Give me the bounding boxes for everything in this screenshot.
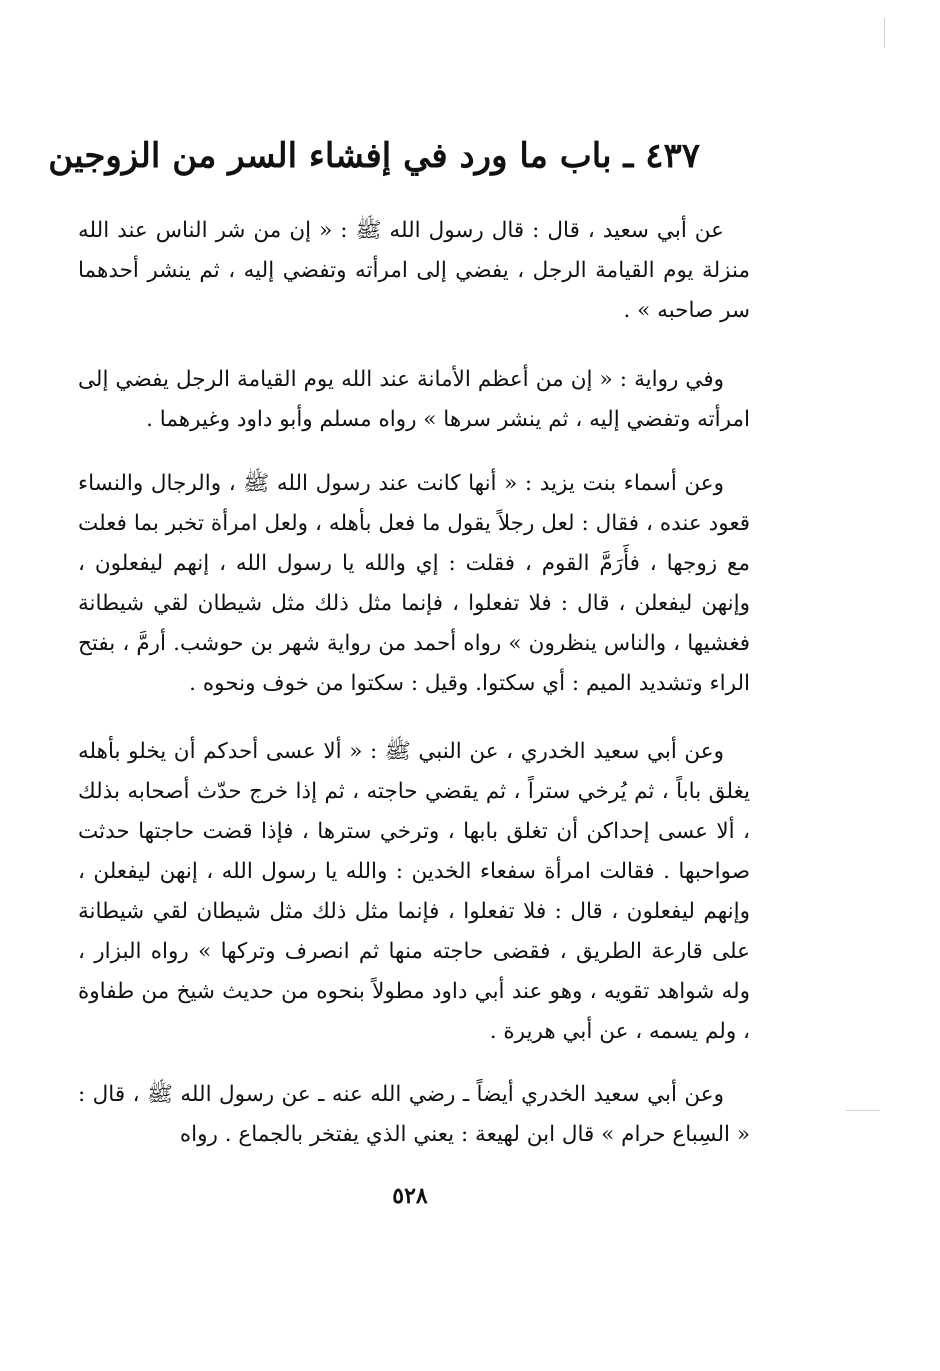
paragraph-text: وفي رواية : « إن من أعظم الأمانة عند الله يوم القيامة الرجل يفضي إلى امرأته وتفضي إليه ، ثم ينشر سرها » رواه مسلم وأبو داود وغيرهما . — [78, 367, 750, 432]
paragraph — [78, 464, 750, 704]
paragraph — [78, 360, 750, 440]
paragraph — [78, 1075, 750, 1155]
scan-margin-mark — [846, 1110, 880, 1111]
page-number: ٥٢٨ — [392, 1183, 428, 1209]
paragraph-text: وعن أبي سعيد الخدري أيضاً ـ رضي الله عنه ـ عن رسول الله ﷺ ، قال : « السِباع حرام » قال ابن لهيعة : يعني الذي يفتخر بالجماع . رواه — [78, 1082, 750, 1147]
paragraph-text: وعن أبي سعيد الخدري ، عن النبي ﷺ : « ألا عسى أحدكم أن يخلو بأهله يغلق باباً ، ثم يُرخي ستراً ، ثم يقضي حاجته ، ثم إذا خرج حدّث أصحابه بذلك ، ألا عسى إحداكن أن تغلق بابها ، وترخي سترها ، فإذا قضت حاجتها حدثت صواحبها . فقالت امرأة سفعاء الخدين : والله يا رسول الله ، إنهن ليفعلن ، وإنهم ليفعلون ، قال : فلا تفعلوا ، فإنما مثل ذلك مثل شيطان لقي شيطانة على قارعة الطريق ، فقضى حاجته منها ثم انصرف وتركها » رواه البزار ، وله شواهد تقويه ، وهو عند أبي داود مطولاً بنحوه من حديث شيخ من طفاوة ، ولم يسمه ، عن أبي هريرة . — [78, 739, 750, 1044]
paragraph — [78, 211, 750, 331]
paragraph-text: وعن أسماء بنت يزيد : « أنها كانت عند رسول الله ﷺ ، والرجال والنساء قعود عنده ، فقال : لعل رجلاً يقول ما فعل بأهله ، ولعل امرأة تخبر بما فعلت مع زوجها ، فأَرَمَّ القوم ، فقلت : إي والله يا رسول الله ، إنهم ليفعلون ، وإنهن ليفعلن ، قال : فلا تفعلوا ، فإنما مثل ذلك مثل شيطان لقي شيطانة فغشيها ، والناس ينظرون » رواه أحمد من رواية شهر بن حوشب. أرمَّ ، بفتح الراء وتشديد الميم : أي سكتوا. وقيل : سكتوا من خوف ونحوه . — [78, 471, 750, 696]
paragraph — [78, 732, 750, 1052]
chapter-title: ٤٣٧ ـ باب ما ورد في إفشاء السر من الزوجين — [48, 136, 700, 176]
paragraph-text: عن أبي سعيد ، قال : قال رسول الله ﷺ : « إن من شر الناس عند الله منزلة يوم القيامة الرجل ، يفضي إلى امرأته وتفضي إليه ، ثم ينشر أحدهما سر صاحبه » . — [78, 218, 750, 323]
scan-margin-mark — [884, 18, 885, 48]
